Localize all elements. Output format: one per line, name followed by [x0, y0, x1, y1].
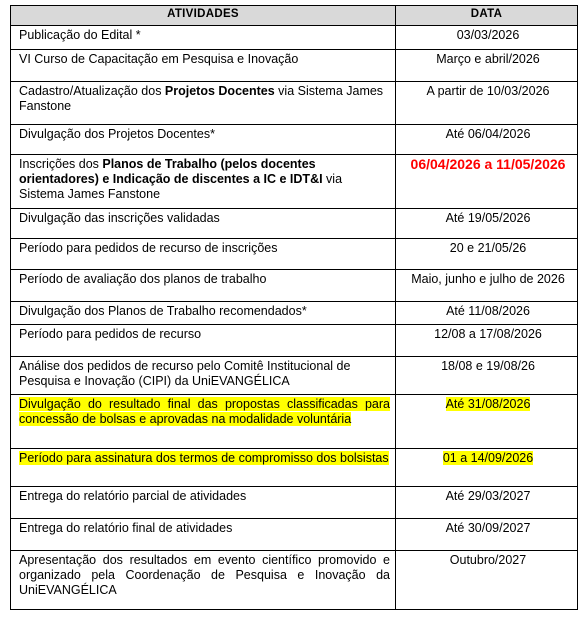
- highlighted-text: Período para assinatura dos termos de compromisso dos bolsistas: [19, 451, 389, 465]
- highlighted-text: 01 a 14/09/2026: [442, 451, 534, 465]
- date-cell: Até 19/05/2026: [396, 209, 578, 239]
- date-cell: 20 e 21/05/26: [396, 239, 578, 270]
- activity-cell: [11, 449, 396, 487]
- table-row: [11, 519, 578, 551]
- activity-cell: Análise dos pedidos de recurso pelo Comitê Institucional de Pesquisa e Inovação (CIPI) da UniEVANGÉLICA: [11, 357, 396, 395]
- highlighted-text: Até 31/08/2026: [445, 397, 531, 411]
- table-row: [11, 270, 578, 302]
- activity-cell: Publicação do Edital *: [11, 26, 396, 50]
- date-cell: 12/08 a 17/08/2026: [396, 325, 578, 357]
- activity-cell: Entrega do relatório final de atividades: [11, 519, 396, 551]
- date-cell: [396, 449, 578, 487]
- activity-cell: VI Curso de Capacitação em Pesquisa e Inovação: [11, 50, 396, 82]
- activity-cell: Cadastro/Atualização dos Projetos Docentes via Sistema James Fanstone: [11, 82, 396, 125]
- date-cell: Até 06/04/2026: [396, 125, 578, 155]
- header-activities: ATIVIDADES: [11, 6, 396, 26]
- date-cell: Até 30/09/2027: [396, 519, 578, 551]
- activity-cell: Divulgação das inscrições validadas: [11, 209, 396, 239]
- date-cell: Março e abril/2026: [396, 50, 578, 82]
- activity-cell: Inscrições dos Planos de Trabalho (pelos docentes orientadores) e Indicação de discentes a IC e IDT&I via Sistema James Fanstone: [11, 155, 396, 209]
- table-row: [11, 449, 578, 487]
- date-cell: 06/04/2026 a 11/05/2026: [396, 155, 578, 209]
- date-cell: Até 11/08/2026: [396, 302, 578, 325]
- activity-cell: Período para pedidos de recurso: [11, 325, 396, 357]
- activity-cell: Período de avaliação dos planos de trabalho: [11, 270, 396, 302]
- date-cell: [396, 395, 578, 449]
- table-row: [11, 82, 578, 125]
- table-row: [11, 325, 578, 357]
- date-cell: Outubro/2027: [396, 551, 578, 610]
- table-row: [11, 487, 578, 519]
- activity-cell: Divulgação dos Projetos Docentes*: [11, 125, 396, 155]
- table-row: [11, 50, 578, 82]
- activity-cell: Período para pedidos de recurso de inscrições: [11, 239, 396, 270]
- date-cell: 18/08 e 19/08/26: [396, 357, 578, 395]
- table-row: [11, 209, 578, 239]
- header-date: DATA: [396, 6, 578, 26]
- table-row: [11, 125, 578, 155]
- activity-cell: [11, 395, 396, 449]
- table-row: [11, 395, 578, 449]
- date-cell: Maio, junho e julho de 2026: [396, 270, 578, 302]
- highlighted-text: Divulgação do resultado final das propostas classificadas para concessão de bolsas e aprovadas na modalidade voluntária: [19, 397, 390, 426]
- table-row: [11, 239, 578, 270]
- table-header-row: [11, 6, 578, 26]
- date-cell: 03/03/2026: [396, 26, 578, 50]
- activity-cell: Apresentação dos resultados em evento científico promovido e organizado pela Coordenação de Pesquisa e Inovação da UniEVANGÉLICA: [11, 551, 396, 610]
- activity-cell: Divulgação dos Planos de Trabalho recomendados*: [11, 302, 396, 325]
- table-row: [11, 26, 578, 50]
- date-cell: Até 29/03/2027: [396, 487, 578, 519]
- table-row: [11, 357, 578, 395]
- activity-cell: Entrega do relatório parcial de atividades: [11, 487, 396, 519]
- schedule-table: [10, 5, 578, 610]
- table-row: [11, 155, 578, 209]
- date-cell: A partir de 10/03/2026: [396, 82, 578, 125]
- table-row: [11, 302, 578, 325]
- table-row: [11, 551, 578, 610]
